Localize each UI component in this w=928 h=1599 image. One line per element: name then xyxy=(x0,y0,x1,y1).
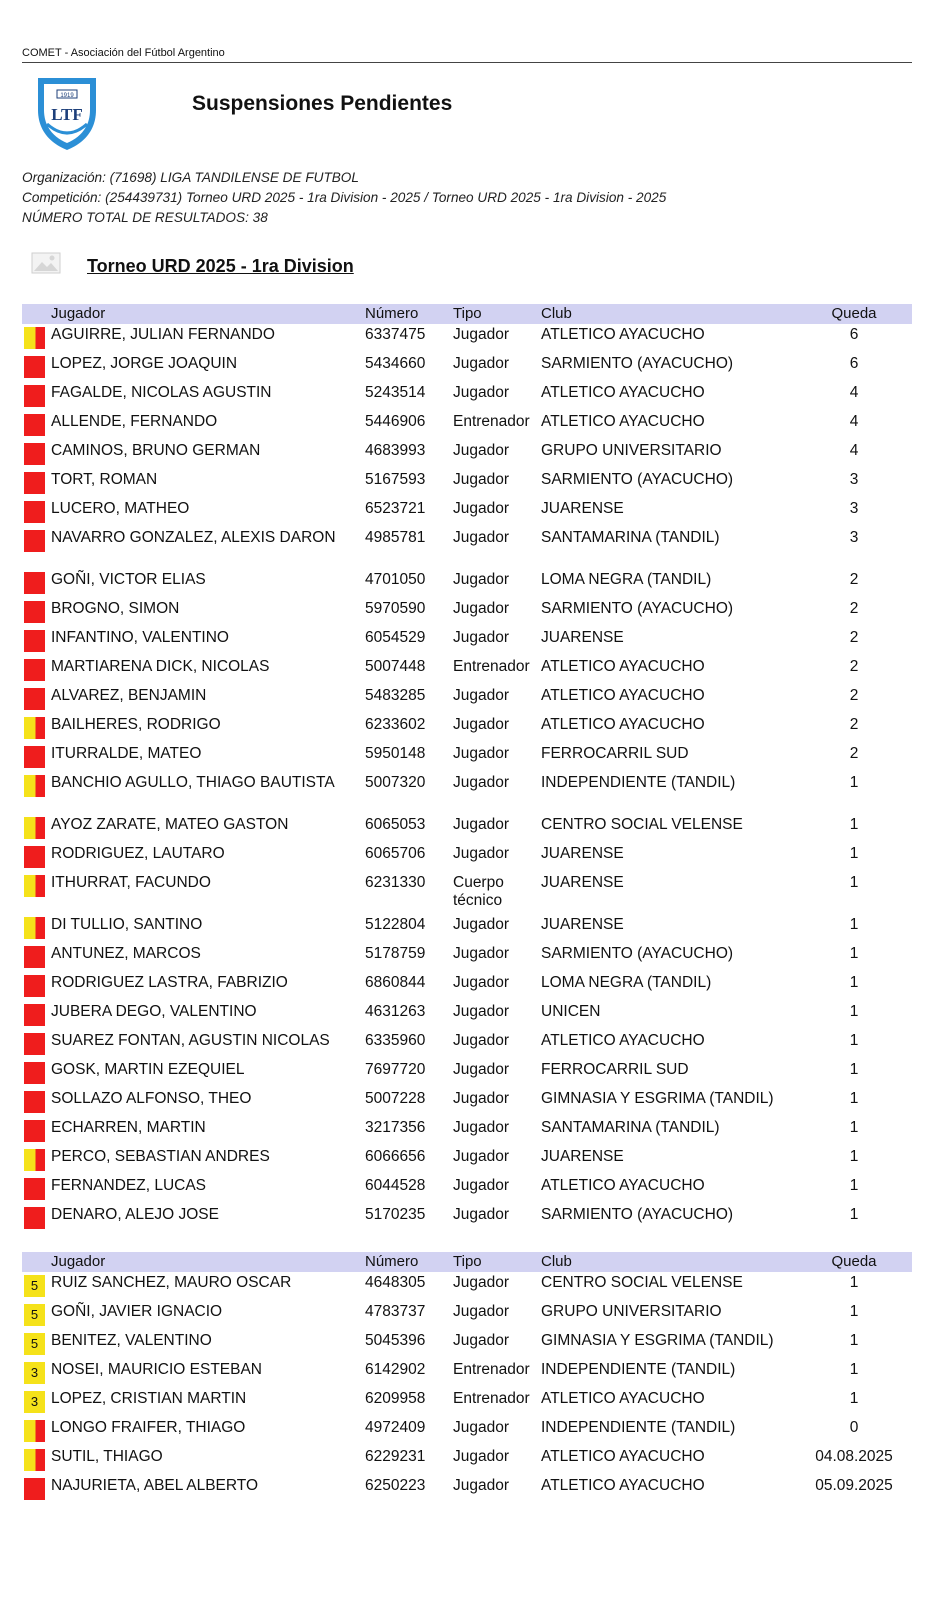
player-name: LOPEZ, JORGE JOAQUIN xyxy=(51,355,238,372)
player-type: Jugador xyxy=(453,326,510,343)
red-card-icon xyxy=(24,846,45,868)
table-row xyxy=(22,772,912,814)
player-type: Entrenador xyxy=(453,1390,530,1407)
logo-year: 1919 xyxy=(60,93,74,99)
red-card-icon xyxy=(24,414,45,436)
remaining-count: 04.08.2025 xyxy=(815,1448,893,1465)
yellow-red-card-icon xyxy=(24,775,45,797)
table-row xyxy=(22,1175,912,1204)
table-row xyxy=(22,914,912,943)
player-type: Jugador xyxy=(453,355,510,372)
red-card-icon xyxy=(24,1062,45,1084)
table-row xyxy=(22,943,912,972)
red-card-icon xyxy=(24,356,45,378)
comet-header: COMET - Asociación del Fútbol Argentino xyxy=(22,47,912,63)
player-number: 6523721 xyxy=(365,500,426,517)
table-row xyxy=(22,814,912,843)
red-card-icon xyxy=(24,746,45,768)
col-jugador: Jugador xyxy=(51,1253,106,1270)
total-results-line: NÚMERO TOTAL DE RESULTADOS: 38 xyxy=(22,210,268,225)
remaining-count: 0 xyxy=(849,1419,859,1436)
player-type: Jugador xyxy=(453,629,510,646)
player-type: Jugador xyxy=(453,1206,510,1223)
player-number: 4701050 xyxy=(365,571,426,588)
table-row xyxy=(22,972,912,1001)
player-number: 3217356 xyxy=(365,1119,426,1136)
player-name: SUAREZ FONTAN, AGUSTIN NICOLAS xyxy=(51,1032,330,1049)
player-type: Jugador xyxy=(453,916,510,933)
player-type: Jugador xyxy=(453,1061,510,1078)
player-type: Jugador xyxy=(453,1303,510,1320)
player-number: 6233602 xyxy=(365,716,426,733)
club-name: ATLETICO AYACUCHO xyxy=(541,1477,705,1494)
player-number: 6229231 xyxy=(365,1448,426,1465)
club-name: ATLETICO AYACUCHO xyxy=(541,1448,705,1465)
table-row xyxy=(22,527,912,569)
red-card-icon xyxy=(24,385,45,407)
remaining-count: 1 xyxy=(849,916,859,933)
remaining-count: 1 xyxy=(849,1206,859,1223)
remaining-count: 1 xyxy=(849,1361,859,1378)
red-card-icon xyxy=(24,1120,45,1142)
table-row xyxy=(22,1001,912,1030)
table-row xyxy=(22,1272,912,1301)
player-number: 6065053 xyxy=(365,816,426,833)
club-name: JUARENSE xyxy=(541,629,624,646)
red-card-icon xyxy=(24,1004,45,1026)
club-name: FERROCARRIL SUD xyxy=(541,1061,689,1078)
club-name: ATLETICO AYACUCHO xyxy=(541,326,705,343)
player-number: 5122804 xyxy=(365,916,426,933)
player-name: SOLLAZO ALFONSO, THEO xyxy=(51,1090,252,1107)
col-club: Club xyxy=(541,1253,572,1270)
remaining-count: 2 xyxy=(849,600,859,617)
col-tipo: Tipo xyxy=(453,1253,482,1270)
table-row xyxy=(22,843,912,872)
col-club: Club xyxy=(541,305,572,322)
club-name: CENTRO SOCIAL VELENSE xyxy=(541,1274,743,1291)
table-row xyxy=(22,569,912,598)
col-queda: Queda xyxy=(831,305,877,322)
player-name: BANCHIO AGULLO, THIAGO BAUTISTA xyxy=(51,774,335,791)
player-type: Jugador xyxy=(453,1003,510,1020)
col-numero: Número xyxy=(365,305,419,322)
player-name: LONGO FRAIFER, THIAGO xyxy=(51,1419,246,1436)
player-name: RODRIGUEZ, LAUTARO xyxy=(51,845,225,862)
player-name: CAMINOS, BRUNO GERMAN xyxy=(51,442,261,459)
club-name: SARMIENTO (AYACUCHO) xyxy=(541,355,734,372)
table-row xyxy=(22,743,912,772)
player-name: RODRIGUEZ LASTRA, FABRIZIO xyxy=(51,974,288,991)
red-card-icon xyxy=(24,501,45,523)
player-type: Jugador xyxy=(453,529,510,546)
remaining-count: 2 xyxy=(849,687,859,704)
player-number: 7697720 xyxy=(365,1061,426,1078)
logo-letters: LTF xyxy=(51,105,83,124)
table-row xyxy=(22,1146,912,1175)
section-title: Torneo URD 2025 - 1ra Division xyxy=(87,256,354,276)
player-number: 6054529 xyxy=(365,629,426,646)
table-row xyxy=(22,411,912,440)
remaining-count: 1 xyxy=(849,1003,859,1020)
player-name: AGUIRRE, JULIAN FERNANDO xyxy=(51,326,275,343)
player-number: 5243514 xyxy=(365,384,426,401)
table-row xyxy=(22,382,912,411)
table-row xyxy=(22,469,912,498)
player-name: TORT, ROMAN xyxy=(51,471,158,488)
yellow-card-count-icon: 5 xyxy=(24,1275,45,1297)
player-type: Jugador xyxy=(453,471,510,488)
table-row xyxy=(22,1059,912,1088)
player-name: NOSEI, MAURICIO ESTEBAN xyxy=(51,1361,263,1378)
club-name: ATLETICO AYACUCHO xyxy=(541,716,705,733)
player-name: NAJURIETA, ABEL ALBERTO xyxy=(51,1477,259,1494)
suspensions-table-2 xyxy=(22,1252,912,1504)
club-name: SARMIENTO (AYACUCHO) xyxy=(541,471,734,488)
player-type: Jugador xyxy=(453,845,510,862)
club-name: LOMA NEGRA (TANDIL) xyxy=(541,974,712,991)
club-name: GRUPO UNIVERSITARIO xyxy=(541,442,722,459)
club-name: ATLETICO AYACUCHO xyxy=(541,413,705,430)
table-row xyxy=(22,498,912,527)
player-name: AYOZ ZARATE, MATEO GASTON xyxy=(51,816,289,833)
table-row xyxy=(22,1417,912,1446)
club-name: GIMNASIA Y ESGRIMA (TANDIL) xyxy=(541,1332,774,1349)
red-card-icon xyxy=(24,688,45,710)
remaining-count: 1 xyxy=(849,845,859,862)
player-number: 4683993 xyxy=(365,442,426,459)
player-number: 4783737 xyxy=(365,1303,426,1320)
player-number: 5483285 xyxy=(365,687,426,704)
yellow-card-count-icon: 5 xyxy=(24,1304,45,1326)
player-type: Jugador xyxy=(453,1419,510,1436)
club-name: JUARENSE xyxy=(541,1148,624,1165)
red-card-icon xyxy=(24,1207,45,1229)
player-type: Jugador xyxy=(453,600,510,617)
player-type: Cuerpo técnico xyxy=(453,874,504,909)
col-tipo: Tipo xyxy=(453,305,482,322)
table-row xyxy=(22,1204,912,1233)
club-name: SANTAMARINA (TANDIL) xyxy=(541,1119,720,1136)
club-name: GIMNASIA Y ESGRIMA (TANDIL) xyxy=(541,1090,774,1107)
player-number: 5170235 xyxy=(365,1206,426,1223)
remaining-count: 4 xyxy=(849,384,859,401)
player-name: BROGNO, SIMON xyxy=(51,600,180,617)
player-number: 4972409 xyxy=(365,1419,426,1436)
table-header xyxy=(22,1252,912,1272)
table-body xyxy=(22,324,912,1233)
red-card-icon xyxy=(24,1478,45,1500)
player-type: Jugador xyxy=(453,384,510,401)
player-name: INFANTINO, VALENTINO xyxy=(51,629,229,646)
col-queda: Queda xyxy=(831,1253,877,1270)
player-name: ITHURRAT, FACUNDO xyxy=(51,874,211,891)
page-title: Suspensiones Pendientes xyxy=(192,92,453,115)
club-name: ATLETICO AYACUCHO xyxy=(541,384,705,401)
player-number: 6044528 xyxy=(365,1177,426,1194)
yellow-red-card-icon xyxy=(24,1149,45,1171)
table-row xyxy=(22,1088,912,1117)
table-row xyxy=(22,714,912,743)
yellow-red-card-icon xyxy=(24,717,45,739)
club-name: GRUPO UNIVERSITARIO xyxy=(541,1303,722,1320)
table-row xyxy=(22,656,912,685)
red-card-icon xyxy=(24,601,45,623)
player-type: Jugador xyxy=(453,974,510,991)
remaining-count: 1 xyxy=(849,1332,859,1349)
club-name: INDEPENDIENTE (TANDIL) xyxy=(541,774,736,791)
player-type: Jugador xyxy=(453,1177,510,1194)
remaining-count: 1 xyxy=(849,1061,859,1078)
club-name: JUARENSE xyxy=(541,845,624,862)
red-card-icon xyxy=(24,472,45,494)
player-number: 5446906 xyxy=(365,413,426,430)
player-number: 6250223 xyxy=(365,1477,426,1494)
club-name: UNICEN xyxy=(541,1003,601,1020)
player-name: ITURRALDE, MATEO xyxy=(51,745,202,762)
remaining-count: 05.09.2025 xyxy=(815,1477,893,1494)
yellow-red-card-icon xyxy=(24,1420,45,1442)
player-name: PERCO, SEBASTIAN ANDRES xyxy=(51,1148,270,1165)
player-number: 6142902 xyxy=(365,1361,426,1378)
remaining-count: 2 xyxy=(849,629,859,646)
player-name: BENITEZ, VALENTINO xyxy=(51,1332,212,1349)
player-number: 5007228 xyxy=(365,1090,426,1107)
remaining-count: 1 xyxy=(849,1032,859,1049)
table-row xyxy=(22,324,912,353)
club-name: SARMIENTO (AYACUCHO) xyxy=(541,945,734,962)
player-type: Jugador xyxy=(453,571,510,588)
player-number: 5007320 xyxy=(365,774,426,791)
player-name: ECHARREN, MARTIN xyxy=(51,1119,206,1136)
player-type: Jugador xyxy=(453,774,510,791)
club-name: INDEPENDIENTE (TANDIL) xyxy=(541,1361,736,1378)
player-number: 6335960 xyxy=(365,1032,426,1049)
table-body xyxy=(22,1272,912,1504)
player-type: Jugador xyxy=(453,816,510,833)
red-card-icon xyxy=(24,630,45,652)
table-row xyxy=(22,1475,912,1504)
red-card-icon xyxy=(24,946,45,968)
table-row xyxy=(22,440,912,469)
remaining-count: 1 xyxy=(849,1119,859,1136)
player-name: FERNANDEZ, LUCAS xyxy=(51,1177,207,1194)
player-type: Jugador xyxy=(453,1332,510,1349)
player-name: NAVARRO GONZALEZ, ALEXIS DARON xyxy=(51,529,336,546)
player-number: 5970590 xyxy=(365,600,426,617)
player-number: 6209958 xyxy=(365,1390,426,1407)
player-name: SUTIL, THIAGO xyxy=(51,1448,163,1465)
player-name: LOPEZ, CRISTIAN MARTIN xyxy=(51,1390,247,1407)
remaining-count: 4 xyxy=(849,442,859,459)
player-type: Entrenador xyxy=(453,413,530,430)
yellow-red-card-icon xyxy=(24,875,45,897)
remaining-count: 1 xyxy=(849,874,859,891)
yellow-red-card-icon xyxy=(24,1449,45,1471)
red-card-icon xyxy=(24,443,45,465)
table-row xyxy=(22,685,912,714)
player-name: ALVAREZ, BENJAMIN xyxy=(51,687,207,704)
player-type: Jugador xyxy=(453,1119,510,1136)
player-number: 5950148 xyxy=(365,745,426,762)
player-name: BAILHERES, RODRIGO xyxy=(51,716,221,733)
remaining-count: 3 xyxy=(849,500,859,517)
table-row xyxy=(22,598,912,627)
player-number: 4631263 xyxy=(365,1003,426,1020)
player-number: 5045396 xyxy=(365,1332,426,1349)
suspensions-table-1 xyxy=(22,304,912,1233)
club-name: JUARENSE xyxy=(541,916,624,933)
table-row xyxy=(22,353,912,382)
remaining-count: 1 xyxy=(849,774,859,791)
yellow-red-card-icon xyxy=(24,327,45,349)
remaining-count: 2 xyxy=(849,571,859,588)
yellow-red-card-icon xyxy=(24,817,45,839)
remaining-count: 1 xyxy=(849,1274,859,1291)
red-card-icon xyxy=(24,1091,45,1113)
player-type: Jugador xyxy=(453,687,510,704)
player-type: Jugador xyxy=(453,1274,510,1291)
remaining-count: 6 xyxy=(849,326,859,343)
red-card-icon xyxy=(24,530,45,552)
organization-line: Organización: (71698) LIGA TANDILENSE DE FUTBOL xyxy=(22,170,359,185)
player-number: 6231330 xyxy=(365,874,426,891)
remaining-count: 1 xyxy=(849,1303,859,1320)
player-type: Jugador xyxy=(453,442,510,459)
remaining-count: 4 xyxy=(849,413,859,430)
table-row xyxy=(22,1330,912,1359)
player-name: DI TULLIO, SANTINO xyxy=(51,916,203,933)
red-card-icon xyxy=(24,659,45,681)
yellow-card-count-icon: 3 xyxy=(24,1391,45,1413)
remaining-count: 1 xyxy=(849,974,859,991)
image-placeholder-icon xyxy=(31,252,61,274)
remaining-count: 1 xyxy=(849,816,859,833)
club-name: LOMA NEGRA (TANDIL) xyxy=(541,571,712,588)
player-number: 5007448 xyxy=(365,658,426,675)
player-name: MARTIARENA DICK, NICOLAS xyxy=(51,658,270,675)
remaining-count: 2 xyxy=(849,658,859,675)
player-type: Jugador xyxy=(453,500,510,517)
yellow-card-count-icon: 3 xyxy=(24,1362,45,1384)
player-name: LUCERO, MATHEO xyxy=(51,500,190,517)
player-number: 4985781 xyxy=(365,529,426,546)
player-type: Jugador xyxy=(453,1090,510,1107)
club-name: ATLETICO AYACUCHO xyxy=(541,1390,705,1407)
club-name: CENTRO SOCIAL VELENSE xyxy=(541,816,743,833)
table-row xyxy=(22,872,912,914)
player-type: Entrenador xyxy=(453,658,530,675)
red-card-icon xyxy=(24,572,45,594)
player-number: 5178759 xyxy=(365,945,426,962)
remaining-count: 1 xyxy=(849,1148,859,1165)
player-number: 6337475 xyxy=(365,326,426,343)
club-name: ATLETICO AYACUCHO xyxy=(541,687,705,704)
red-card-icon xyxy=(24,1033,45,1055)
player-name: GOSK, MARTIN EZEQUIEL xyxy=(51,1061,245,1078)
club-name: SANTAMARINA (TANDIL) xyxy=(541,529,720,546)
player-type: Jugador xyxy=(453,945,510,962)
red-card-icon xyxy=(24,1178,45,1200)
player-type: Jugador xyxy=(453,1448,510,1465)
remaining-count: 1 xyxy=(849,1177,859,1194)
club-name: ATLETICO AYACUCHO xyxy=(541,658,705,675)
table-row xyxy=(22,1359,912,1388)
club-name: JUARENSE xyxy=(541,500,624,517)
table-header xyxy=(22,304,912,324)
yellow-red-card-icon xyxy=(24,917,45,939)
club-name: JUARENSE xyxy=(541,874,624,891)
player-type: Jugador xyxy=(453,1032,510,1049)
player-type: Jugador xyxy=(453,716,510,733)
remaining-count: 6 xyxy=(849,355,859,372)
red-card-icon xyxy=(24,975,45,997)
club-name: ATLETICO AYACUCHO xyxy=(541,1032,705,1049)
remaining-count: 2 xyxy=(849,745,859,762)
player-number: 6066656 xyxy=(365,1148,426,1165)
table-row xyxy=(22,1301,912,1330)
player-name: ALLENDE, FERNANDO xyxy=(51,413,218,430)
player-type: Entrenador xyxy=(453,1361,530,1378)
player-type: Jugador xyxy=(453,1477,510,1494)
remaining-count: 1 xyxy=(849,945,859,962)
remaining-count: 3 xyxy=(849,471,859,488)
player-name: RUIZ SANCHEZ, MAURO OSCAR xyxy=(51,1274,292,1291)
player-number: 6065706 xyxy=(365,845,426,862)
table-row xyxy=(22,1030,912,1059)
club-name: SARMIENTO (AYACUCHO) xyxy=(541,1206,734,1223)
table-row xyxy=(22,1117,912,1146)
player-name: GOÑI, VICTOR ELIAS xyxy=(51,571,206,588)
club-name: SARMIENTO (AYACUCHO) xyxy=(541,600,734,617)
competition-line: Competición: (254439731) Torneo URD 2025 - 1ra Division - 2025 / Torneo URD 2025 - 1ra Division - 2025 xyxy=(22,190,667,205)
player-number: 4648305 xyxy=(365,1274,426,1291)
club-name: FERROCARRIL SUD xyxy=(541,745,689,762)
player-name: DENARO, ALEJO JOSE xyxy=(51,1206,219,1223)
player-name: FAGALDE, NICOLAS AGUSTIN xyxy=(51,384,272,401)
club-name: INDEPENDIENTE (TANDIL) xyxy=(541,1419,736,1436)
player-number: 6860844 xyxy=(365,974,426,991)
col-jugador: Jugador xyxy=(51,305,106,322)
table-row xyxy=(22,1446,912,1475)
player-number: 5167593 xyxy=(365,471,426,488)
table-row xyxy=(22,627,912,656)
yellow-card-count-icon: 5 xyxy=(24,1333,45,1355)
meta-block xyxy=(22,168,666,228)
remaining-count: 2 xyxy=(849,716,859,733)
remaining-count: 1 xyxy=(849,1390,859,1407)
remaining-count: 1 xyxy=(849,1090,859,1107)
player-number: 5434660 xyxy=(365,355,426,372)
league-logo xyxy=(32,76,102,152)
player-name: ANTUNEZ, MARCOS xyxy=(51,945,201,962)
table-row xyxy=(22,1388,912,1417)
club-name: ATLETICO AYACUCHO xyxy=(541,1177,705,1194)
player-name: JUBERA DEGO, VALENTINO xyxy=(51,1003,257,1020)
col-numero: Número xyxy=(365,1253,419,1270)
player-type: Jugador xyxy=(453,745,510,762)
player-type: Jugador xyxy=(453,1148,510,1165)
player-name: GOÑI, JAVIER IGNACIO xyxy=(51,1303,223,1320)
remaining-count: 3 xyxy=(849,529,859,546)
